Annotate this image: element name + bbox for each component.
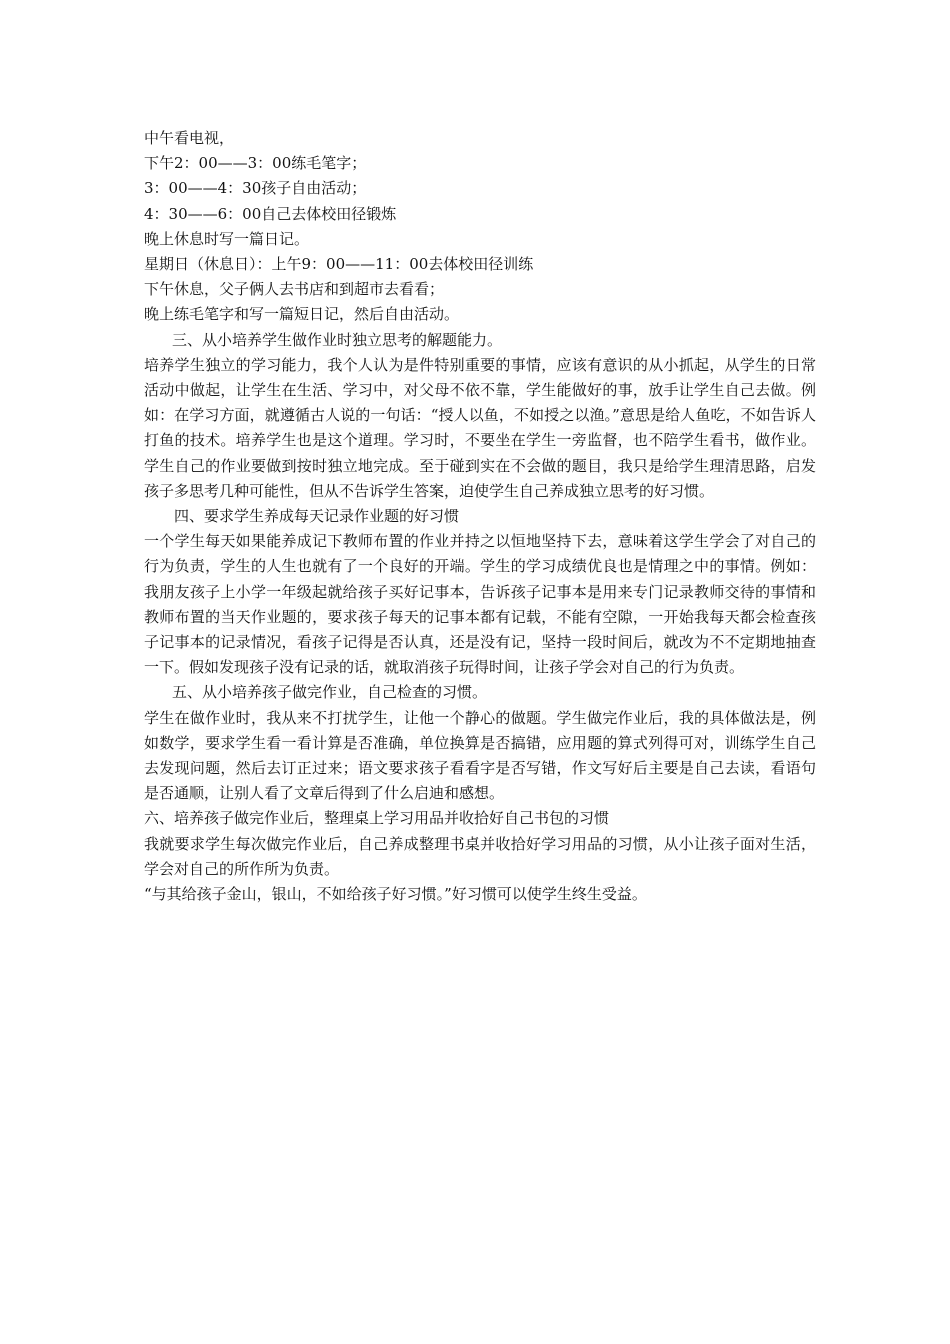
section-5-paragraph: 学生在做作业时，我从来不打扰学生，让他一个静心的做题。学生做完作业后，我的具体做法是，例如数学，要求学生看一看计算是否准确，单位换算是否搞错，应用题的算式列得可对，训练学生自己去发现问题，然后去订正过来；语文要求孩子看看字是否写错，作文写好后主要是自己去读，看语句是否通顺，让别人看了文章后得到了什么启迪和感想。 — [144, 708, 816, 803]
section-3-heading: 三、从小培养学生做作业时独立思考的解题能力。 — [172, 330, 503, 349]
section-6-paragraph: 我就要求学生每次做完作业后，自己养成整理书桌并收拾好学习用品的习惯，从小让孩子面对生活，学会对自己的所作所为负责。 — [144, 834, 816, 878]
schedule-line-noon: 中午看电视， — [144, 129, 235, 147]
schedule-line-sunday-afternoon: 下午休息，父子俩人去书店和到超市去看看； — [144, 280, 445, 299]
section-5-heading: 五、从小培养孩子做完作业，自己检查的习惯。 — [172, 683, 488, 702]
closing-quote: “与其给孩子金山，银山，不如给孩子好习惯。”好习惯可以使学生终生受益。 — [144, 885, 647, 904]
section-4-heading: 四、要求学生养成每天记录作业题的好习惯 — [174, 507, 460, 526]
section-4-paragraph: 一个学生每天如果能养成记下教师布置的作业并持之以恒地坚持下去，意味着这学生学会了对自己的行为负责，学生的人生也就有了一个良好的开端。学生的学习成绩优良也是情理之中的事情。例如：我朋友孩子上小学一年级起就给孩子买好记事本，告诉孩子记事本是用来专门记录教师交待的事情和教师布置的当天作业题的，要求孩子每天的记事本都有记载，不能有空隙，一开始我每天都会检查孩子记事本的记录情况，看孩子记得是否认真，还是没有记，坚持一段时间后，就改为不不定期地抽查一下。假如发现孩子没有记录的话，就取消孩子玩得时间，让孩子学会对自己的行为负责。 — [144, 532, 816, 677]
schedule-line-sunday: 星期日（休息日）：上午9：00——11：00去体校田径训练 — [144, 255, 534, 274]
section-3-paragraph: 培养学生独立的学习能力，我个人认为是件特别重要的事情，应该有意识的从小抓起，从学生的日常活动中做起，让学生在生活、学习中，对父母不依不靠，学生能做好的事，放手让学生自己去做。例如：在学习方面，就遵循古人说的一句话：“授人以鱼，不如授之以渔。”意思是给人鱼吃，不如告诉人打鱼的技术。培养学生也是这个道理。学习时，不要坐在学生一旁监督，也不陪学生看书，做作业。学生自己的作业要做到按时独立地完成。至于碰到实在不会做的题目，我只是给学生理清思路，启发孩子多思考几种可能性，但从不告诉学生答案，迫使学生自己养成独立思考的好习惯。 — [144, 355, 816, 500]
schedule-line-evening-diary: 晚上休息时写一篇日记。 — [144, 229, 310, 248]
schedule-line-track-training: 4：30——6：00自己去体校田径锻炼 — [144, 204, 397, 223]
document-body — [144, 126, 816, 907]
schedule-line-free-activity: 3：00——4：30孩子自由活动； — [144, 179, 367, 198]
schedule-line-calligraphy: 下午2：00——3：00练毛笔字； — [144, 154, 367, 173]
section-6-heading: 六、培养孩子做完作业后，整理桌上学习用品并收拾好自己书包的习惯 — [144, 809, 610, 828]
schedule-line-sunday-evening: 晚上练毛笔字和写一篇短日记，然后自由活动。 — [144, 305, 460, 324]
